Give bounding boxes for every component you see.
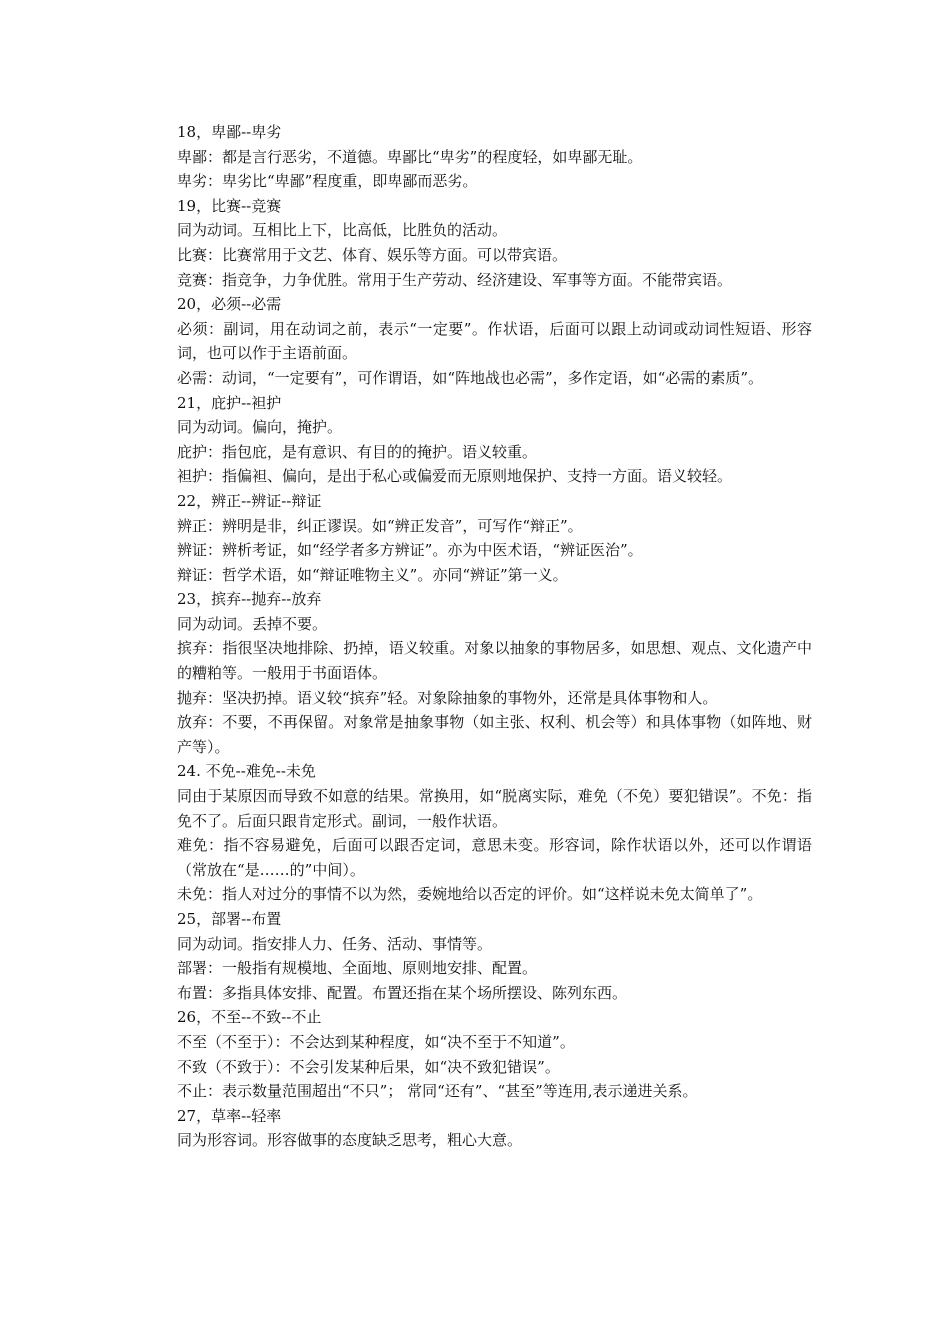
definition-line: 卑鄙：都是言行恶劣，不道德。卑鄙比“卑劣”的程度轻，如卑鄙无耻。 bbox=[177, 147, 643, 166]
entry-heading-23: 23，摈弃--抛弃--放弃 bbox=[177, 590, 322, 609]
definition-line: 必须：副词，用在动词之前，表示“一定要”。作状语，后面可以跟上动词或动词性短语、形容词，也可以作于主语前面。 bbox=[177, 319, 812, 363]
entry-heading-27: 27，草率--轻率 bbox=[177, 1106, 282, 1125]
definition-line: 同为动词。丢掉不要。 bbox=[177, 614, 328, 633]
document-body bbox=[144, 120, 812, 1153]
definition-line: 抛弃：坚决扔掉。语义较“摈弃”轻。对象除抽象的事物外，还常是具体事物和人。 bbox=[177, 688, 718, 707]
definition-line: 布置：多指具体安排、配置。布置还指在某个场所摆设、陈列东西。 bbox=[177, 983, 628, 1002]
definition-line: 未免：指人对过分的事情不以为然，委婉地给以否定的评价。如“这样说未免太简单了”。 bbox=[177, 885, 763, 904]
definition-line: 部署：一般指有规模地、全面地、原则地安排、配置。 bbox=[177, 959, 538, 978]
definition-line: 难免：指不容易避免，后面可以跟否定词，意思未变。形容词，除作状语以外，还可以作谓语（常放在“是……的”中间）。 bbox=[177, 836, 812, 879]
definition-line: 竞赛：指竞争，力争优胜。常用于生产劳动、经济建设、军事等方面。不能带宾语。 bbox=[177, 270, 733, 289]
definition-line: 袒护：指偏袒、偏向，是出于私心或偏爱而无原则地保护、支持一方面。语义较轻。 bbox=[177, 467, 733, 486]
entry-heading-26: 26，不至--不致--不止 bbox=[177, 1008, 322, 1027]
entry-heading-20: 20，必须--必需 bbox=[177, 295, 282, 314]
definition-line: 辨证：辨析考证，如“经学者多方辨证”。亦为中医术语，“辨证医治”。 bbox=[177, 541, 643, 560]
definition-line: 不止：表示数量范围超出“不只”； 常同“还有”、“甚至”等连用,表示递进关系。 bbox=[177, 1082, 698, 1101]
definition-line: 同为形容词。形容做事的态度缺乏思考，粗心大意。 bbox=[177, 1131, 523, 1150]
entry-heading-18: 18，卑鄙--卑劣 bbox=[177, 123, 282, 141]
entry-heading-24: 24. 不免--难免--未免 bbox=[177, 762, 316, 781]
entry-heading-22: 22，辨正--辨证--辩证 bbox=[177, 491, 322, 510]
definition-line: 不至（不至于）：不会达到某种程度，如“决不至于不知道”。 bbox=[177, 1032, 575, 1051]
definition-line: 同由于某原因而导致不如意的结果。常换用，如“脱离实际，难免（不免）要犯错误”。不免：指免不了。后面只跟肯定形式。副词，一般作状语。 bbox=[177, 787, 812, 830]
definition-line: 辨正：辨明是非，纠正谬误。如“辨正发音”，可写作“辩正”。 bbox=[177, 516, 583, 535]
definition-line: 卑劣：卑劣比“卑鄙”程度重，即卑鄙而恶劣。 bbox=[177, 172, 478, 191]
definition-line: 放弃：不要，不再保留。对象常是抽象事物（如主张、权利、机会等）和具体事物（如阵地、财产等）。 bbox=[177, 713, 812, 756]
definition-line: 辩证：哲学术语，如“辩证唯物主义”。亦同“辨证”第一义。 bbox=[177, 565, 568, 584]
definition-line: 摈弃：指很坚决地排除、扔掉，语义较重。对象以抽象的事物居多，如思想、观点、文化遗产中的糟粕等。一般用于书面语体。 bbox=[177, 639, 812, 683]
definition-line: 同为动词。偏向，掩护。 bbox=[177, 418, 343, 437]
entry-heading-25: 25，部署--布置 bbox=[177, 910, 282, 928]
definition-line: 庇护：指包庇，是有意识、有目的的掩护。语义较重。 bbox=[177, 442, 538, 461]
definition-line: 必需：动词，“一定要有”，可作谓语，如“阵地战也必需”，多作定语，如“必需的素质”。 bbox=[177, 368, 764, 387]
entry-heading-19: 19，比赛--竞赛 bbox=[177, 196, 282, 215]
definition-line: 同为动词。互相比上下，比高低，比胜负的活动。 bbox=[177, 221, 508, 240]
entry-heading-21: 21，庇护--袒护 bbox=[177, 393, 282, 412]
definition-line: 比赛：比赛常用于文艺、体育、娱乐等方面。可以带宾语。 bbox=[177, 245, 568, 264]
definition-line: 同为动词。指安排人力、任务、活动、事情等。 bbox=[177, 934, 493, 953]
definition-line: 不致（不致于）：不会引发某种后果，如“决不致犯错误”。 bbox=[177, 1057, 560, 1076]
